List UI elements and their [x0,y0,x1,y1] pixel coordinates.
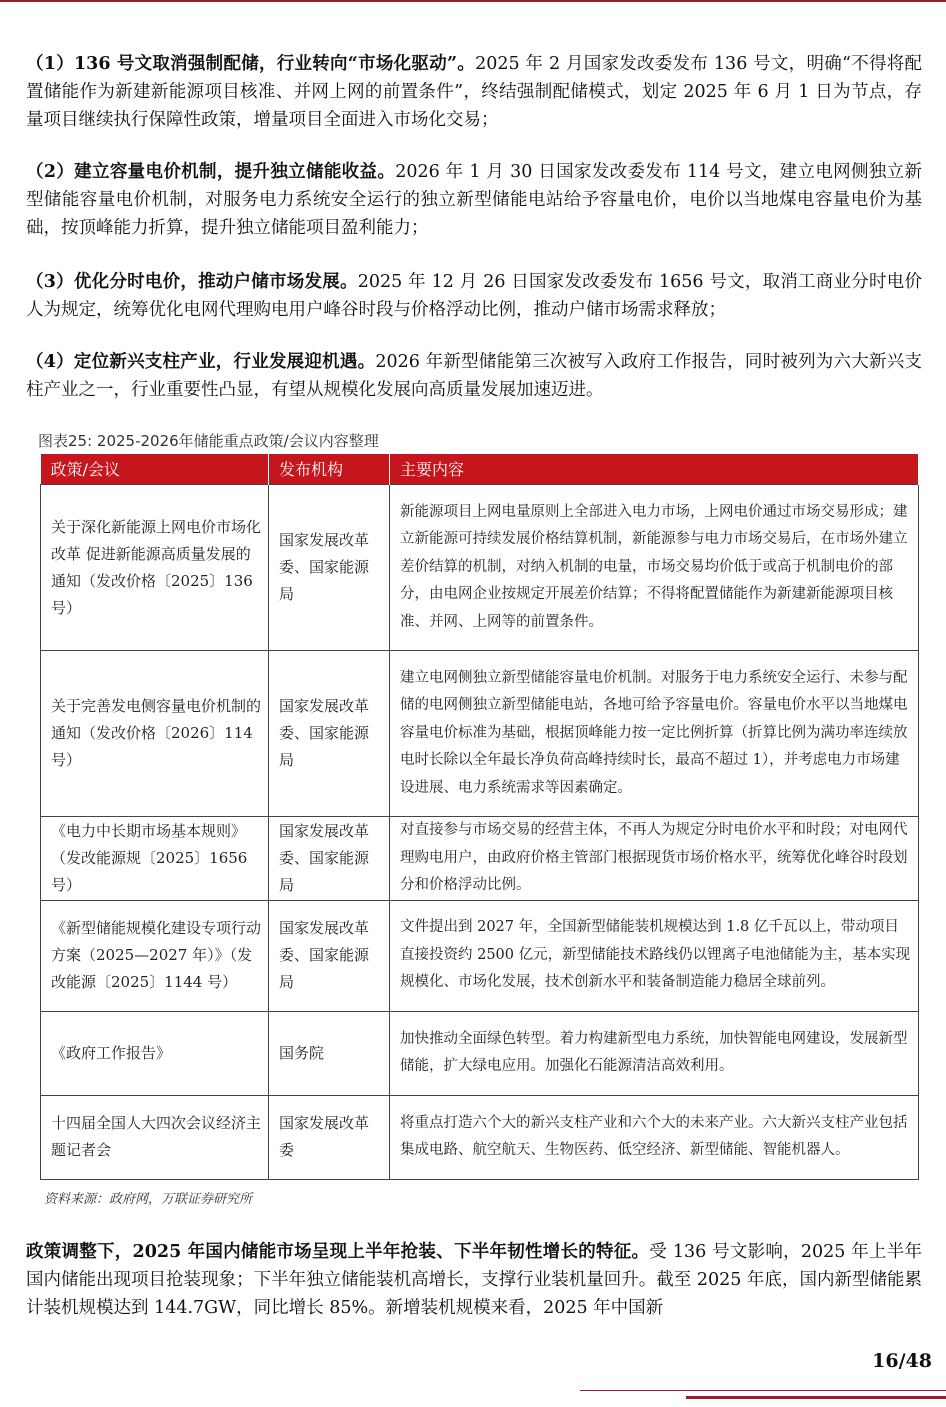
paragraph-1 [26,50,922,134]
policy-cell: 《政府工作报告》 [41,1011,269,1095]
content-cell: 将重点打造六个大的新兴支柱产业和六个大的未来产业。六大新兴支柱产业包括集成电路、航空航天、生物医药、低空经济、新型储能、智能机器人。 [390,1095,919,1179]
paragraph-1-body: 2025 年 2 月国家发改委发布 136 号文，明确“不得将配置储能作为新建新能源项目核准、并网上网的前置条件”，终结强制配储模式，划定 2025 年 6 月 1 日为节点，存量项目继续执行保障性政策，增量项目全面进入市场化交易； [26,54,922,130]
table-row [41,1095,919,1179]
policy-cell: 《电力中长期市场基本规则》（发改能源规〔2025〕1656 号） [41,817,269,901]
org-cell: 国家发展改革委 [269,1095,390,1179]
footer-rule-thin [580,1390,946,1391]
table-row [41,485,919,651]
footer-rule-thick [686,1396,946,1399]
table-header-row [41,454,919,485]
table-row [41,817,919,901]
policy-cell: 关于完善发电侧容量电价机制的通知（发改价格〔2026〕114 号） [41,651,269,817]
org-cell: 国家发展改革委、国家能源局 [269,817,390,901]
paragraph-2-lead: （2）建立容量电价机制，提升独立储能收益。 [26,162,396,182]
figure-title: 图表25: 2025-2026年储能重点政策/会议内容整理 [38,432,379,450]
closing-lead: 政策调整下，2025 年国内储能市场呈现上半年抢装、下半年韧性增长的特征。 [26,1242,650,1262]
table-row [41,900,919,1011]
paragraph-4 [26,348,922,404]
paragraph-1-lead: （1）136 号文取消强制配储，行业转向“市场化驱动”。 [26,54,476,74]
header-org: 发布机构 [269,454,390,485]
closing-body: 受 136 号文影响，2025 年上半年国内储能出现项目抢装现象；下半年独立储能装机高增长，支撑行业装机量回升。截至 2025 年底，国内新型储能累计装机规模达到 144.7GW，同比增长 85%。新增装机规模来看，2025 年中国新 [26,1242,922,1318]
content-cell: 建立电网侧独立新型储能容量电价机制。对服务于电力系统安全运行、未参与配储的电网侧独立新型储能电站，各地可给予容量电价。容量电价水平以当地煤电容量电价标准为基础，根据顶峰能力按一定比例折算（折算比例为满功率连续放电时长除以全年最长净负荷高峰持续时长，最高不超过 1），并考虑电力市场建设进展、电力系统需求等因素确定。 [390,651,919,817]
page-number: 16/48 [872,1350,932,1372]
paragraph-2 [26,158,922,242]
header-content: 主要内容 [390,454,919,485]
table-row [41,651,919,817]
paragraph-3 [26,268,922,324]
org-cell: 国家发展改革委、国家能源局 [269,485,390,651]
policy-cell: 《新型储能规模化建设专项行动方案（2025—2027 年）》（发改能源〔2025〕1144 号） [41,900,269,1011]
content-cell: 对直接参与市场交易的经营主体，不再人为规定分时电价水平和时段；对电网代理购电用户，由政府价格主管部门根据现货市场价格水平，统筹优化峰谷时段划分和价格浮动比例。 [390,817,919,901]
content-cell: 加快推动全面绿色转型。着力构建新型电力系统，加快智能电网建设，发展新型储能，扩大绿电应用。加强化石能源清洁高效利用。 [390,1011,919,1095]
org-cell: 国家发展改革委、国家能源局 [269,651,390,817]
source-note: 资料来源：政府网，万联证券研究所 [44,1192,253,1207]
policy-cell: 关于深化新能源上网电价市场化改革 促进新能源高质量发展的通知（发改价格〔2025〕136 号） [41,485,269,651]
policy-cell: 十四届全国人大四次会议经济主题记者会 [41,1095,269,1179]
content-cell: 文件提出到 2027 年，全国新型储能装机规模达到 1.8 亿千瓦以上，带动项目直接投资约 2500 亿元，新型储能技术路线仍以锂离子电池储能为主，基本实现规模化、市场化发展，技术创新水平和装备制造能力稳居全球前列。 [390,900,919,1011]
header-policy: 政策/会议 [41,454,269,485]
org-cell: 国家发展改革委、国家能源局 [269,900,390,1011]
paragraph-2-body: 2026 年 1 月 30 日国家发改委发布 114 号文，建立电网侧独立新型储能容量电价机制，对服务电力系统安全运行的独立新型储能电站给予容量电价，电价以当地煤电容量电价为基础，按顶峰能力折算，提升独立储能项目盈利能力； [26,162,922,238]
paragraph-4-lead: （4）定位新兴支柱产业，行业发展迎机遇。 [26,352,376,372]
closing-paragraph [26,1238,922,1322]
top-rule [0,0,946,2]
table-row [41,1011,919,1095]
content-cell: 新能源项目上网电量原则上全部进入电力市场，上网电价通过市场交易形成；建立新能源可持续发展价格结算机制，新能源参与电力市场交易后，在市场外建立差价结算的机制，对纳入机制的电量，市场交易均价低于或高于机制电价的部分，由电网企业按规定开展差价结算；不得将配置储能作为新建新能源项目核准、并网、上网等的前置条件。 [390,485,919,651]
paragraph-4-body: 2026 年新型储能第三次被写入政府工作报告，同时被列为六大新兴支柱产业之一，行业重要性凸显，有望从规模化发展向高质量发展加速迈进。 [26,352,922,400]
paragraph-3-lead: （3）优化分时电价，推动户储市场发展。 [26,272,358,292]
paragraph-3-body: 2025 年 12 月 26 日国家发改委发布 1656 号文，取消工商业分时电价人为规定，统筹优化电网代理购电用户峰谷时段与价格浮动比例，推动户储市场需求释放； [26,272,922,320]
org-cell: 国务院 [269,1011,390,1095]
policy-table [40,454,919,1180]
